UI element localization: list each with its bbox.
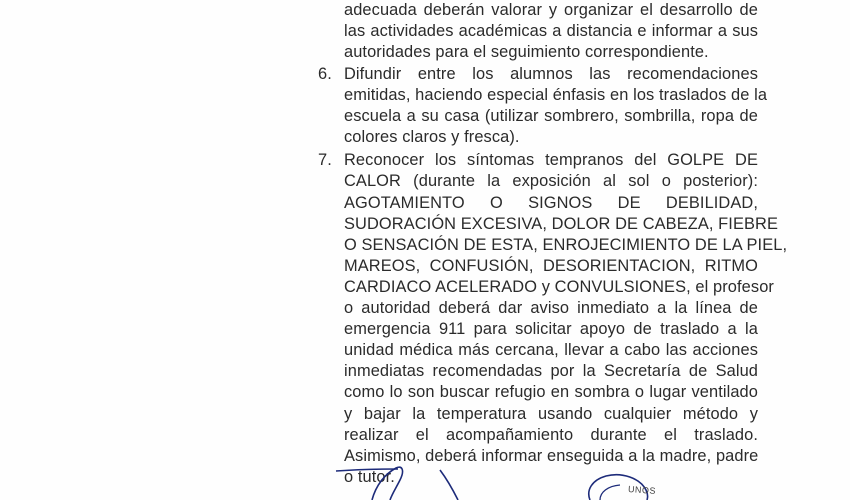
text-line: adecuada deberán valorar y organizar el desarrollo de <box>344 1 758 19</box>
list-item-number: 6. <box>318 65 332 83</box>
text-line: las actividades académicas a distancia e informar a sus <box>344 22 758 40</box>
text-line: O SENSACIÓN DE ESTA, ENROJECIMIENTO DE LA PIEL, <box>344 235 788 254</box>
text-line: colores claros y fresca). <box>344 128 520 147</box>
list-item-6 <box>318 64 768 148</box>
text-line: Asimismo, deberá informar enseguida a la madre, padre <box>344 446 759 465</box>
list-item-number: 7. <box>318 151 332 170</box>
text-line: emitidas, haciendo especial énfasis en los traslados de la <box>344 86 768 105</box>
text-line: o tutor. <box>344 467 395 486</box>
text-line: como lo son buscar refugio en sombra o lugar ventilado <box>344 383 758 402</box>
text-line: realizar el acompañamiento durante el traslado. <box>344 425 758 444</box>
text-line: AGOTAMIENTO O SIGNOS DE DEBILIDAD, <box>344 193 758 212</box>
text-line: Difundir entre los alumnos las recomendaciones <box>344 65 758 83</box>
text-line: y bajar la temperatura usando cualquier método y <box>344 404 758 423</box>
list-item-7 <box>318 150 788 488</box>
text-line: o autoridad deberá dar aviso inmediato a la línea de <box>344 299 758 318</box>
text-line: inmediatas recomendadas por la Secretaría de Salud <box>344 362 758 381</box>
text-line: Reconocer los síntomas tempranos del GOLPE DE <box>344 151 758 170</box>
text-line: MAREOS, CONFUSIÓN, DESORIENTACION, RITMO <box>344 256 758 275</box>
continuation-paragraph <box>344 0 758 63</box>
stamp-text: UNOS <box>627 484 657 496</box>
text-line: SUDORACIÓN EXCESIVA, DOLOR DE CABEZA, FIEBRE <box>344 214 778 233</box>
text-line: CALOR (durante la exposición al sol o posterior): <box>344 172 758 191</box>
text-line: emergencia 911 para solicitar apoyo de traslado a la <box>344 320 758 339</box>
text-line: CARDIACO ACELERADO y CONVULSIONES, el profesor <box>344 277 774 296</box>
document-body <box>318 0 788 488</box>
text-line: escuela a su casa (utilizar sombrero, sombrilla, ropa de <box>344 107 758 126</box>
text-line: autoridades para el seguimiento correspondiente. <box>344 43 709 61</box>
text-line: unidad médica más cercana, llevar a cabo las acciones <box>344 341 758 360</box>
